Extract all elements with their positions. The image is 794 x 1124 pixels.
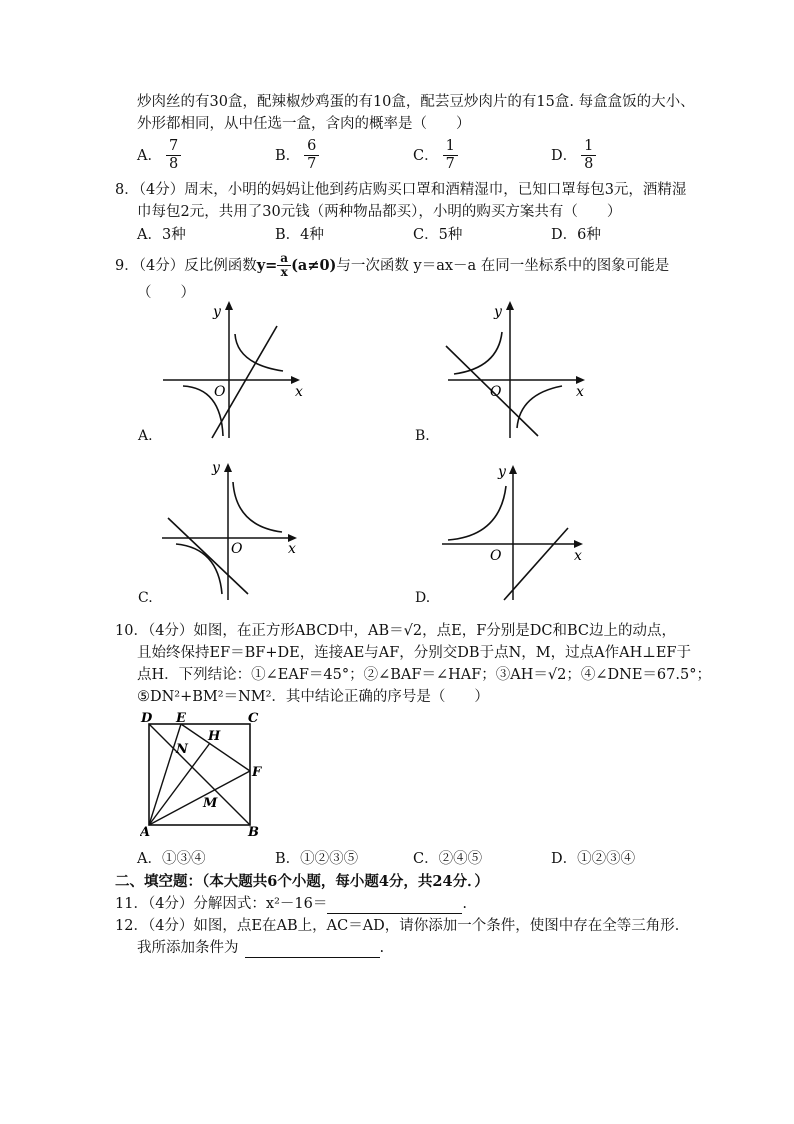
axis-x-label: x — [288, 541, 296, 557]
axis-x-label: x — [295, 384, 303, 400]
q7-option-d — [551, 138, 596, 173]
point-c-label: C — [248, 711, 259, 726]
point-e-label: E — [176, 711, 186, 726]
q12-line2 — [137, 938, 384, 958]
origin-label: O — [214, 384, 226, 400]
section-2-heading: 二、填空题：（本大题共6个小题，每小题4分，共24分．） — [115, 873, 489, 890]
q7-option-b — [275, 138, 319, 173]
q12-line1: 12．（4分）如图，点E在AB上，AC＝AD，请你添加一个条件，使图中存在全等三角形． — [115, 918, 690, 934]
q12-prompt: 我所添加条件为 — [137, 940, 239, 956]
q7-option-fraction: $\frac{1}{8}$ — [581, 138, 596, 173]
q7-option-label: C． — [413, 147, 439, 164]
axis-x-label: x — [576, 384, 584, 400]
q7-option-label: A． — [137, 147, 162, 164]
q7-option-a — [137, 138, 181, 173]
q11-line — [115, 894, 467, 914]
q10-option-d: D．①②③④ — [551, 851, 636, 867]
q9-line1 — [115, 252, 669, 279]
point-a-label: A — [140, 825, 151, 838]
q9-graph-b — [440, 296, 600, 441]
q8-option-a: A．3种 — [137, 227, 186, 243]
q12-end: . — [379, 940, 385, 956]
point-n-label: N — [176, 742, 188, 757]
q9-graph-a — [155, 296, 315, 441]
origin-label: O — [231, 541, 243, 557]
q8-line2: 巾每包2元，共用了30元钱（两种物品都买），小明的购买方案共有（ ） — [137, 204, 622, 220]
point-b-label: B — [248, 825, 259, 838]
origin-label: O — [490, 384, 502, 400]
q7-option-label: B． — [275, 147, 301, 164]
axis-x-label: x — [574, 548, 582, 564]
point-d-label: D — [141, 711, 153, 726]
q7-option-fraction: $\frac{7}{8}$ — [166, 138, 181, 173]
q9-graph-a-label: A. — [138, 428, 153, 444]
q10-option-b: B．①②③⑤ — [275, 851, 359, 867]
q10-square-figure — [140, 710, 270, 838]
q9-graph-c-label: C. — [138, 590, 153, 606]
q10-line2: 且始终保持EF＝BF+DE，连接AE与AF，分别交DB于点N，M，过点A作AH⊥EF于 — [137, 645, 691, 661]
q7-option-label: D． — [551, 147, 578, 164]
q10-line4: ⑤DN²+BM²＝NM²．其中结论正确的序号是（ ） — [137, 689, 489, 705]
q8-line1: 8．（4分）周末，小明的妈妈让他到药店购买口罩和酒精湿巾，已知口罩每包3元，酒精湿 — [115, 182, 687, 198]
q9-func-fraction: $\frac{a}{x}$ — [277, 252, 291, 279]
q7-option-c — [413, 138, 458, 173]
q9-graph-d — [440, 460, 600, 605]
q10-line1: 10．（4分）如图，在正方形ABCD中，AB＝√2，点E，F分别是DC和BC边上的动点， — [115, 623, 677, 639]
q9-graph-c — [160, 460, 320, 605]
q9-func-y: y= — [256, 256, 278, 274]
q8-option-d: D．6种 — [551, 227, 601, 243]
q11-text: 11．（4分）分解因式：x²－16＝ — [115, 896, 328, 912]
q7-option-fraction: $\frac{6}{7}$ — [304, 138, 319, 173]
q10-option-a: A．①③④ — [137, 851, 206, 867]
q7-line2: 外形都相同，从中任选一盒，含肉的概率是（ ） — [137, 116, 471, 132]
point-f-label: F — [252, 765, 262, 780]
q9-paren: （ ） — [137, 285, 195, 301]
point-m-label: M — [203, 796, 218, 811]
axis-y-label: y — [213, 304, 221, 320]
axis-y-label: y — [498, 464, 506, 480]
q11-end: . — [462, 896, 467, 912]
q9-graph-d-label: D. — [415, 590, 431, 606]
q8-option-b: B．4种 — [275, 227, 324, 243]
q8-option-c: C．5种 — [413, 227, 463, 243]
q10-line3: 点H．下列结论：①∠EAF＝45°；②∠BAF＝∠HAF；③AH＝√2；④∠DNE＝67.5°； — [137, 667, 711, 683]
q7-line1: 炒肉丝的有30盒，配辣椒炒鸡蛋的有10盒，配芸豆炒肉片的有15盒. 每盒盒饭的大小、 — [137, 94, 695, 110]
point-h-label: H — [208, 729, 221, 744]
q10-option-c: C．②④⑤ — [413, 851, 483, 867]
q7-option-fraction: $\frac{1}{7}$ — [443, 138, 458, 173]
axis-y-label: y — [494, 304, 502, 320]
q12-answer-blank[interactable] — [245, 943, 380, 958]
q9-func-cond: (a≠0) — [291, 256, 337, 274]
q9-prefix: 9．（4分）反比例函数 — [115, 257, 257, 274]
q9-graph-b-label: B. — [415, 428, 430, 444]
origin-label: O — [490, 548, 502, 564]
q11-answer-blank[interactable] — [327, 899, 462, 914]
q9-suffix: 与一次函数 y＝ax－a 在同一坐标系中的图象可能是 — [336, 257, 670, 274]
axis-y-label: y — [212, 460, 220, 476]
